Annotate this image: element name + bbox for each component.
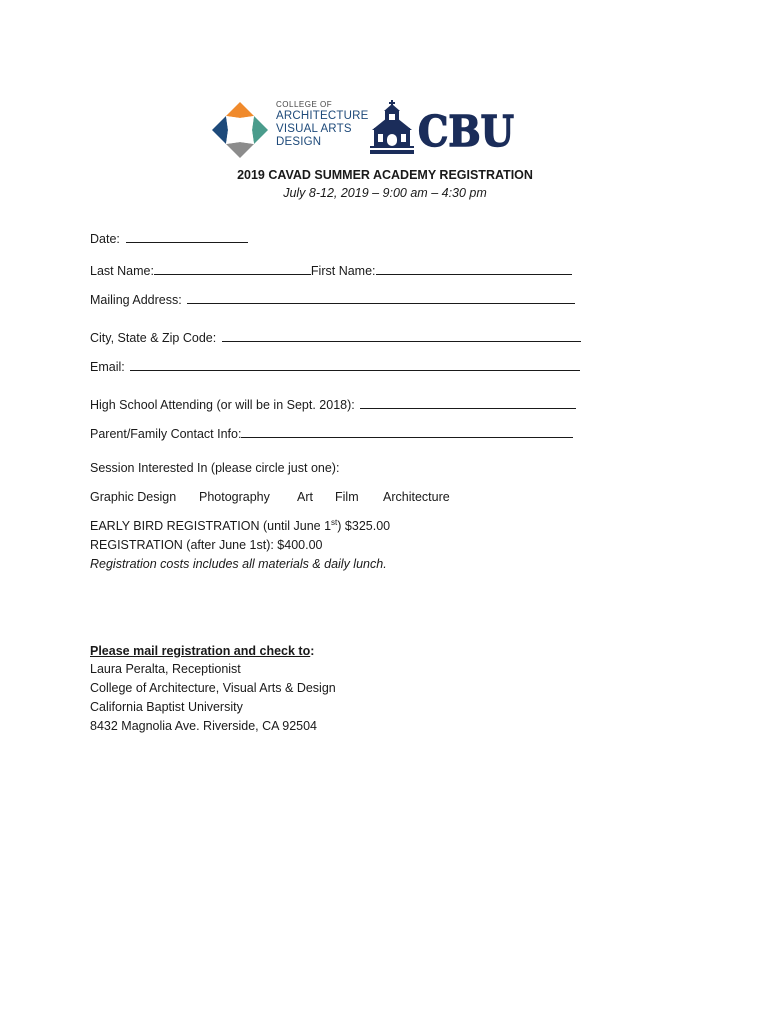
parent-contact-field[interactable] — [241, 424, 573, 438]
first-name-label: First Name: — [310, 264, 376, 278]
high-school-row — [90, 395, 576, 413]
cbu-logo — [368, 100, 518, 158]
city-state-zip-label: City, State & Zip Code: — [90, 331, 217, 345]
city-state-zip-field[interactable] — [222, 328, 581, 342]
cavad-wordmark-line: ARCHITECTURE — [276, 110, 369, 122]
session-options — [90, 490, 450, 508]
mailing-line: California Baptist University — [90, 700, 243, 714]
email-row — [90, 357, 580, 375]
email-field[interactable] — [130, 357, 580, 371]
cavad-wordmark-line: DESIGN — [276, 136, 322, 148]
session-option-architecture[interactable]: Architecture — [383, 490, 450, 504]
mailing-address-row — [90, 290, 575, 308]
cavad-wordmark-line: VISUAL ARTS — [276, 123, 352, 135]
mailing-line: 8432 Magnolia Ave. Riverside, CA 92504 — [90, 719, 318, 733]
early-bird-suffix: ) $325.00 — [337, 519, 391, 533]
city-state-zip-row — [90, 328, 581, 346]
early-bird-superscript: st — [331, 517, 338, 527]
session-option-graphic-design[interactable]: Graphic Design — [90, 490, 177, 504]
last-name-field[interactable] — [154, 261, 311, 275]
parent-contact-row — [90, 424, 573, 442]
early-bird-price — [90, 519, 390, 537]
session-option-film[interactable]: Film — [335, 490, 359, 504]
cavad-logo — [210, 100, 370, 160]
mailing-line: Laura Peralta, Receptionist — [90, 662, 241, 676]
early-bird-prefix: EARLY BIRD REGISTRATION (until June 1 — [90, 519, 332, 533]
session-option-art[interactable]: Art — [297, 490, 313, 504]
mailing-address-label: Mailing Address: — [90, 293, 182, 307]
name-row — [90, 261, 572, 279]
pricing-note: Registration costs includes all materials & daily lunch. — [90, 557, 387, 571]
parent-contact-label: Parent/Family Contact Info: — [90, 427, 242, 441]
form-subtitle: July 8-12, 2019 – 9:00 am – 4:30 pm — [283, 186, 487, 200]
mailing-heading — [90, 644, 314, 662]
date-label: Date: — [90, 232, 120, 246]
session-prompt: Session Interested In (please circle just one): — [90, 461, 340, 475]
high-school-label: High School Attending (or will be in Sept. 2018): — [90, 398, 355, 412]
session-option-photography[interactable]: Photography — [199, 490, 270, 504]
date-row — [90, 229, 248, 247]
form-title: 2019 CAVAD SUMMER ACADEMY REGISTRATION — [237, 168, 533, 182]
cavad-wordmark — [276, 101, 376, 150]
cbu-wordmark: CBU — [418, 107, 514, 156]
mailing-line: College of Architecture, Visual Arts & Design — [90, 681, 336, 695]
cavad-diamond-icon — [210, 100, 270, 160]
email-label: Email: — [90, 360, 125, 374]
chapel-icon — [368, 100, 518, 158]
mailing-heading-colon: : — [310, 644, 315, 658]
first-name-field[interactable] — [376, 261, 572, 275]
high-school-field[interactable] — [360, 395, 576, 409]
cavad-wordmark-line: COLLEGE OF — [276, 100, 333, 109]
last-name-label: Last Name: — [90, 264, 154, 278]
date-field[interactable] — [126, 229, 248, 243]
mailing-address-field[interactable] — [187, 290, 575, 304]
mailing-heading-text: Please mail registration and check to — [90, 644, 311, 658]
regular-price: REGISTRATION (after June 1st): $400.00 — [90, 538, 323, 552]
